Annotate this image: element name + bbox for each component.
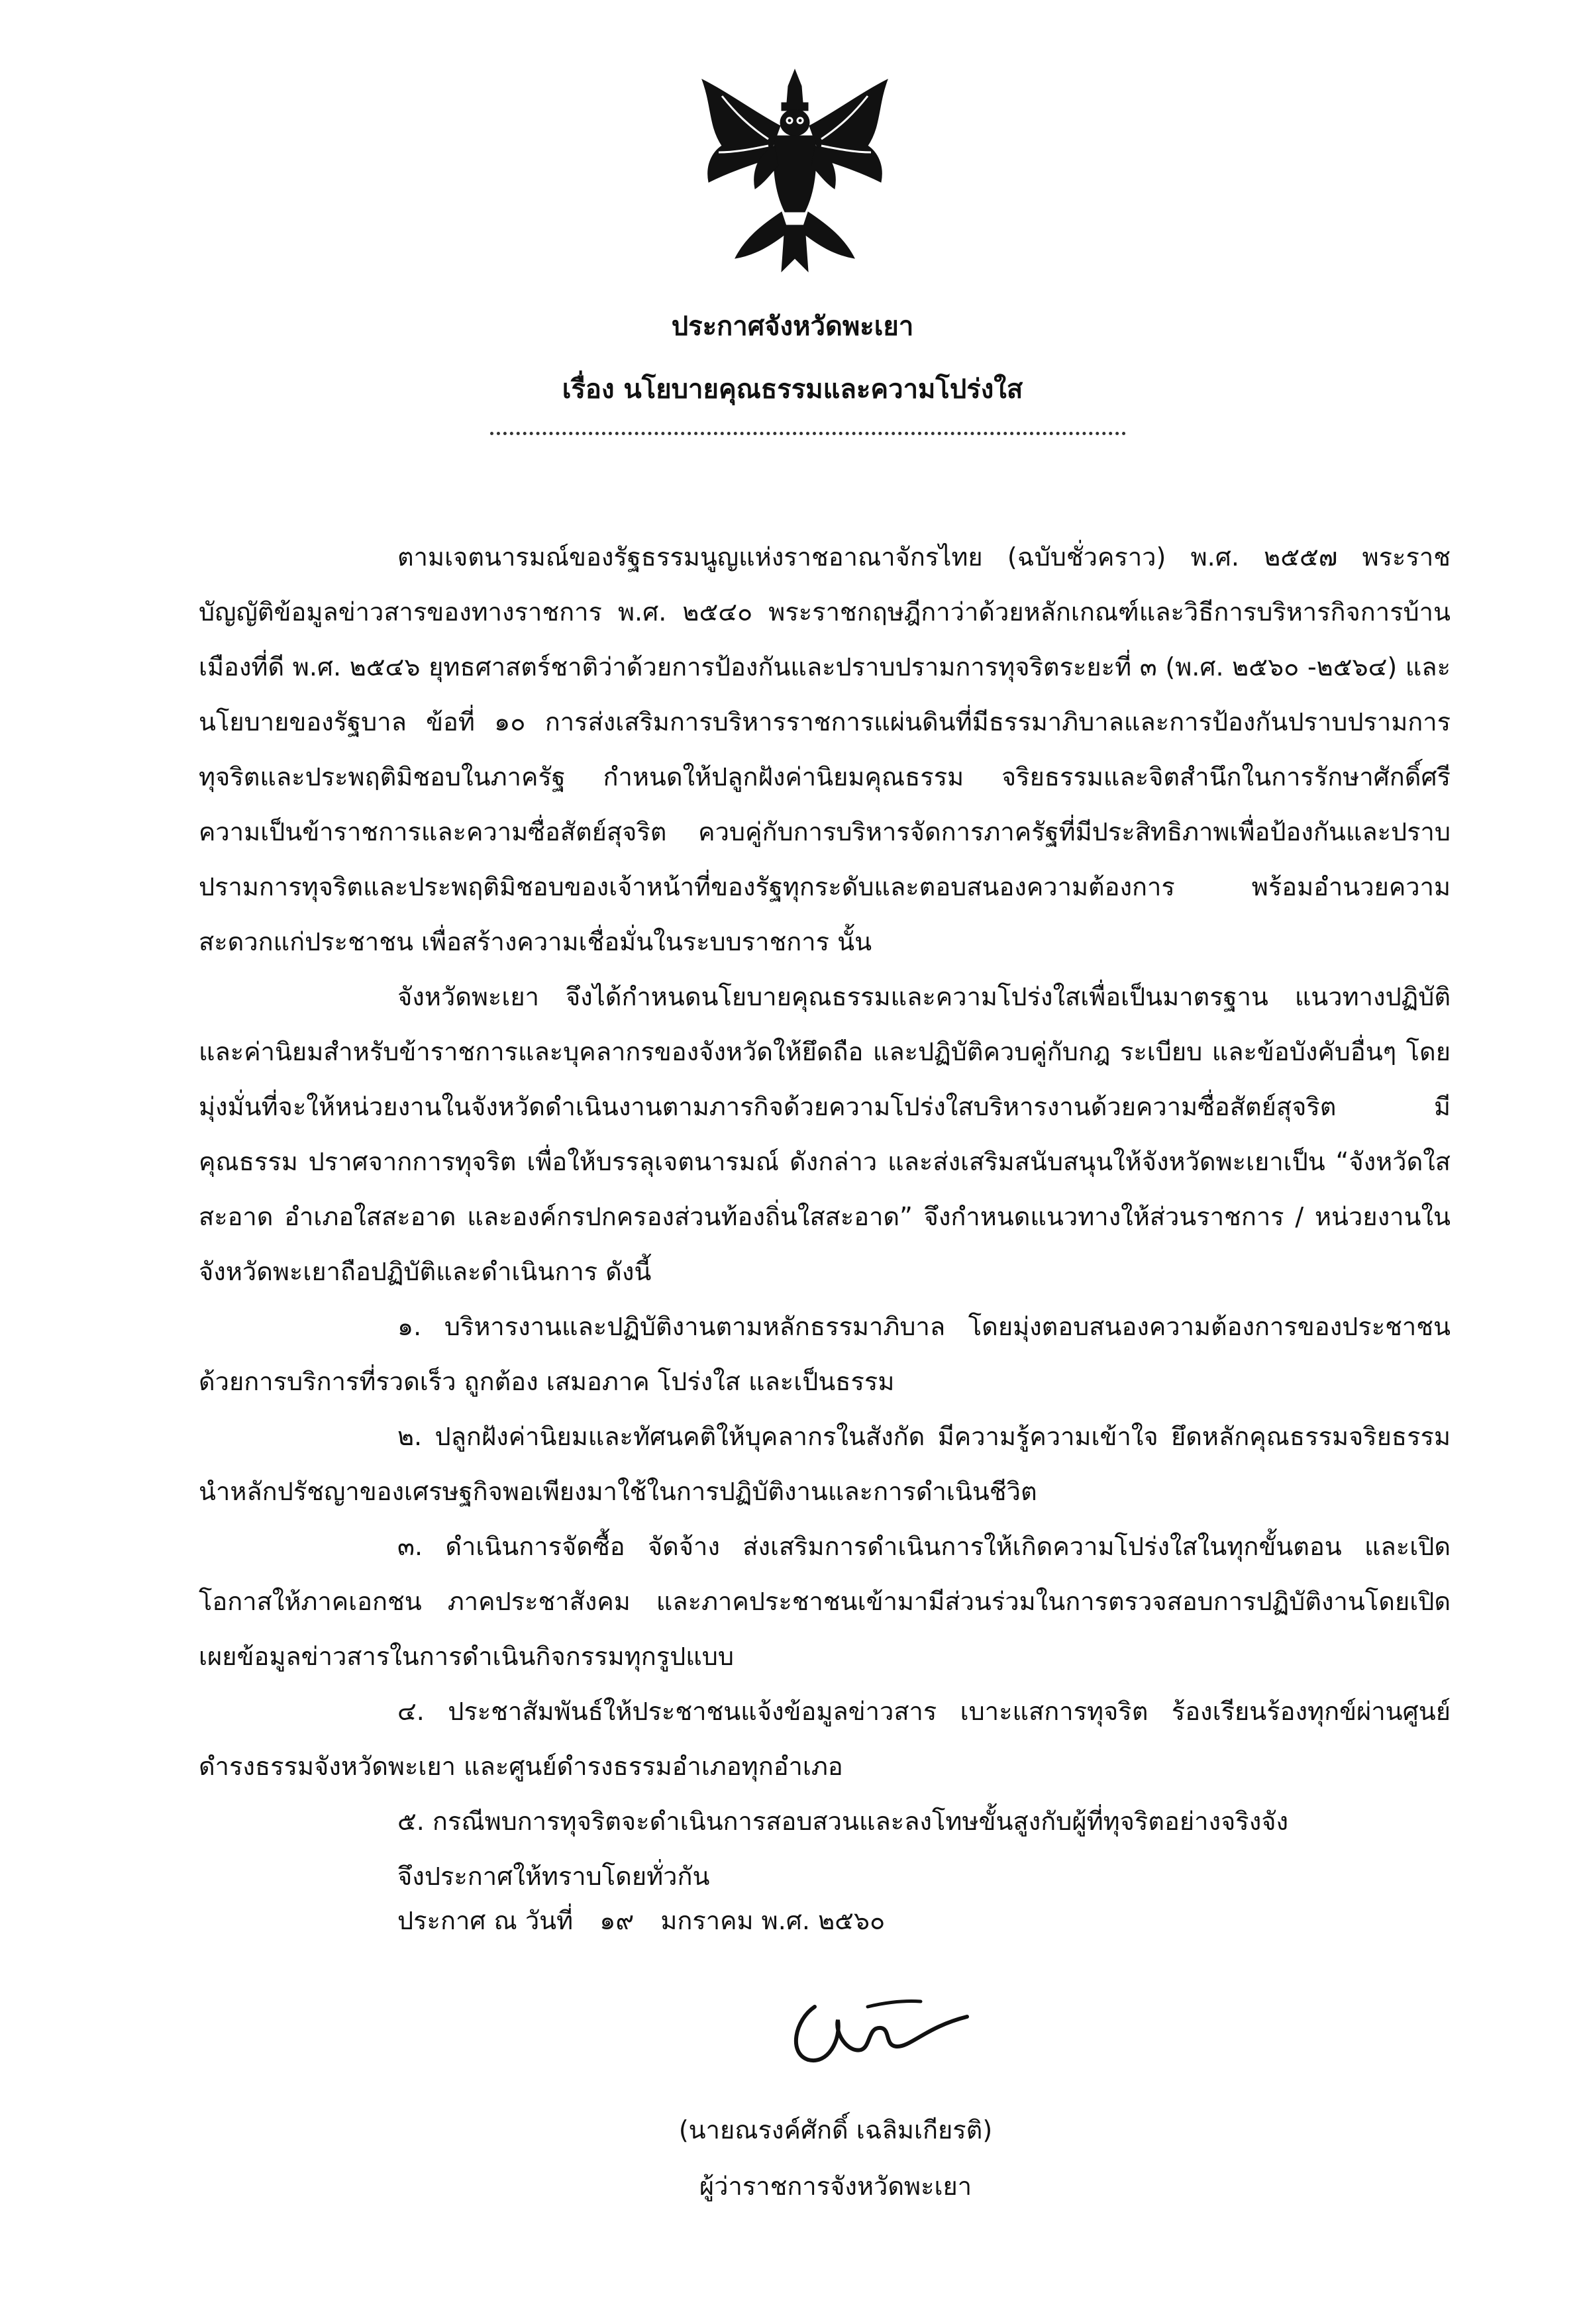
announcement-body (199, 530, 1451, 1904)
signer-name: (นายณรงค์ศักดิ์ เฉลิมเกียรติ) (678, 2115, 993, 2145)
date-prefix: ประกาศ ณ วันที่ (397, 1906, 574, 1935)
date-day: ๑๙ (599, 1906, 635, 1935)
policy-item-2: ๒. ปลูกฝังค่านิยมและทัศนคติให้บุคลากรในสังกัด มีความรู้ความเข้าใจ ยึดหลักคุณธรรมจริยธรรม นำหลักปรัชญาของเศรษฐกิจพอเพียงมาใช้ในการปฏิบัติงานและการดำเนินชีวิต (199, 1422, 1451, 1506)
announcement-title: ประกาศจังหวัดพะเยา (671, 311, 914, 342)
garuda-emblem-icon (682, 66, 907, 278)
policy-item-4: ๔. ประชาสัมพันธ์ให้ประชาชนแจ้งข้อมูลข่าวสาร เบาะแสการทุจริต ร้องเรียนร้องทุกข์ผ่านศูนย์ดำรงธรรมจังหวัดพะเยา และศูนย์ดำรงธรรมอำเภอทุกอำเภอ (199, 1697, 1451, 1781)
paragraph-preamble: ตามเจตนารมณ์ของรัฐธรรมนูญแห่งราชอาณาจักรไทย (ฉบับชั่วคราว) พ.ศ. ๒๕๕๗ พระราชบัญญัติข้อมูลข่าวสารของทางราชการ พ.ศ. ๒๕๔๐ พระราชกฤษฎีกาว่าด้วยหลักเกณฑ์และวิธีการบริหารกิจการบ้านเมืองที่ดี พ.ศ. ๒๕๔๖ ยุทธศาสตร์ชาติว่าด้วยการป้องกันและปราบปรามการทุจริตระยะที่ ๓ (พ.ศ. ๒๕๖๐ -๒๕๖๔) และนโยบายของรัฐบาล ข้อที่ ๑๐ การส่งเสริมการบริหารราชการแผ่นดินที่มีธรรมาภิบาลและการป้องกันปราบปรามการทุจริตและประพฤติมิชอบในภาครัฐ กำหนดให้ปลูกฝังค่านิยมคุณธรรม จริยธรรมและจิตสำนึกในการรักษาศักดิ์ศรีความเป็นข้าราชการและความซื่อสัตย์สุจริต ควบคู่กับการบริหารจัดการภาครัฐที่มีประสิทธิภาพเพื่อป้องกันและปราบปรามการทุจริตและประพฤติมิชอบของเจ้าหน้าที่ของรัฐทุกระดับและตอบสนองความต้องการ พร้อมอำนวยความสะดวกแก่ประชาชน เพื่อสร้างความเชื่อมั่นในระบบราชการ นั้น (199, 542, 1451, 956)
closing-statement: จึงประกาศให้ทราบโดยทั่วกัน (397, 1862, 710, 1891)
announcement-subject: เรื่อง นโยบายคุณธรรมและความโปร่งใส (562, 374, 1023, 405)
date-month-year: มกราคม พ.ศ. ๒๕๖๐ (660, 1906, 886, 1935)
policy-item-3: ๓. ดำเนินการจัดซื้อ จัดจ้าง ส่งเสริมการดำเนินการให้เกิดความโปร่งใสในทุกขั้นตอน และเปิดโอกาสให้ภาคเอกชน ภาคประชาสังคม และภาคประชาชนเข้ามามีส่วนร่วมในการตรวจสอบการปฏิบัติงานโดยเปิดเผยข้อมูลข่าวสารในการดำเนินกิจกรรมทุกรูปแบบ (199, 1532, 1451, 1671)
announcement-date (397, 1901, 903, 1941)
policy-item-5: ๕. กรณีพบการทุจริตจะดำเนินการสอบสวนและลงโทษขั้นสูงกับผู้ที่ทุจริตอย่างจริงจัง (397, 1807, 1289, 1836)
paragraph-policy: จังหวัดพะเยา จึงได้กำหนดนโยบายคุณธรรมและความโปร่งใสเพื่อเป็นมาตรฐาน แนวทางปฏิบัติ และค่านิยมสำหรับข้าราชการและบุคลากรของจังหวัดให้ยึดถือ และปฏิบัติควบคู่กับกฎ ระเบียบ และข้อบังคับอื่นๆ โดยมุ่งมั่นที่จะให้หน่วยงานในจังหวัดดำเนินงานตามภารกิจด้วยความโปร่งใสบริหารงานด้วยความซื่อสัตย์สุจริต มีคุณธรรม ปราศจากการทุจริต เพื่อให้บรรลุเจตนารมณ์ ดังกล่าว และส่งเสริมสนับสนุนให้จังหวัดพะเยาเป็น “จังหวัดใสสะอาด อำเภอใสสะอาด และองค์กรปกครองส่วนท้องถิ่นใสสะอาด” จึงกำหนดแนวทางให้ส่วนราชการ / หน่วยงานในจังหวัดพะเยาถือปฏิบัติและดำเนินการ ดังนี้ (199, 982, 1451, 1286)
title-divider (490, 432, 1126, 435)
handwritten-signature (768, 1980, 980, 2086)
policy-item-1: ๑. บริหารงานและปฏิบัติงานตามหลักธรรมาภิบาล โดยมุ่งตอบสนองความต้องการของประชาชนด้วยการบริการที่รวดเร็ว ถูกต้อง เสมอภาค โปร่งใส และเป็นธรรม (199, 1312, 1451, 1396)
signer-title: ผู้ว่าราชการจังหวัดพะเยา (699, 2172, 972, 2201)
